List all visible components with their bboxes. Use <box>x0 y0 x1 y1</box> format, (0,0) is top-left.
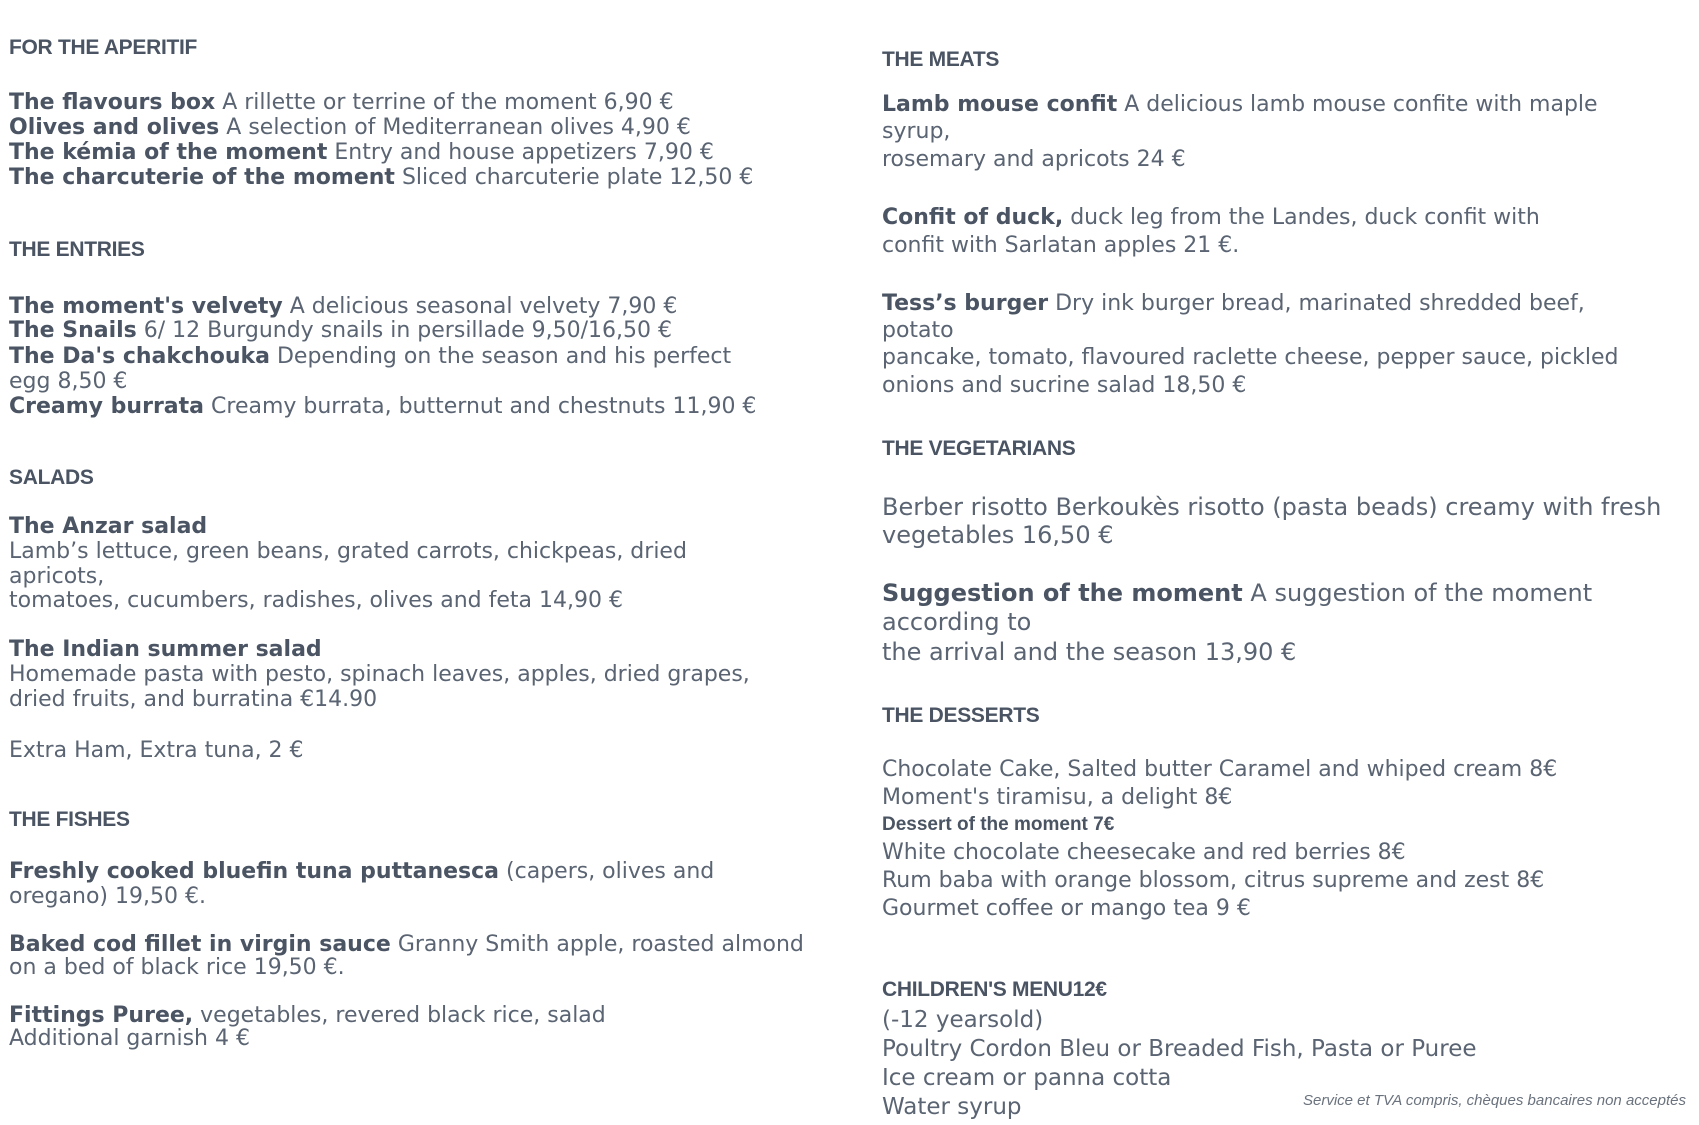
vegetarians-heading: THE VEGETARIANS <box>882 437 1076 460</box>
menu-item-cont: potato <box>882 318 954 343</box>
salad-extra: Extra Ham, Extra tuna, 2 € <box>9 738 304 763</box>
dessert-item: Rum baba with orange blossom, citrus supreme and zest 8€ <box>882 868 1545 893</box>
menu-item-cont: rosemary and apricots 24 € <box>882 147 1186 172</box>
meats-heading: THE MEATS <box>882 48 1000 71</box>
menu-item-cont: confit with Sarlatan apples 21 €. <box>882 233 1240 258</box>
dessert-item: Chocolate Cake, Salted butter Caramel and whiped cream 8€ <box>882 757 1558 782</box>
anzar-salad-desc: apricots, <box>9 564 105 589</box>
menu-item: Freshly cooked bluefin tuna puttanesca (capers, olives and <box>9 859 715 884</box>
anzar-salad-desc: tomatoes, cucumbers, radishes, olives and feta 14,90 € <box>9 588 623 613</box>
menu-item: Olives and olives A selection of Mediterranean olives 4,90 € <box>9 115 691 140</box>
menu-item-cont: Additional garnish 4 € <box>9 1026 250 1051</box>
anzar-salad-name: The Anzar salad <box>9 514 208 539</box>
dessert-item: Dessert of the moment 7€ <box>882 814 1115 835</box>
menu-item: The Da's chakchouka Depending on the season and his perfect <box>9 344 732 369</box>
menu-item-cont: according to <box>882 608 1032 636</box>
menu-item-cont: pancake, tomato, flavoured raclette cheese, pepper sauce, pickled <box>882 345 1619 370</box>
menu-item: Berber risotto Berkoukès risotto (pasta beads) creamy with fresh <box>882 493 1662 521</box>
menu-item: Creamy burrata Creamy burrata, butternut and chestnuts 11,90 € <box>9 394 757 419</box>
footer-note: Service et TVA compris, chèques bancaires non acceptés <box>1303 1092 1686 1109</box>
children-menu-item: Water syrup <box>882 1094 1022 1120</box>
children-menu-item: (-12 yearsold) <box>882 1007 1044 1033</box>
dessert-item: White chocolate cheesecake and red berries 8€ <box>882 840 1406 865</box>
menu-item-cont: egg 8,50 € <box>9 369 128 394</box>
dessert-item: Moment's tiramisu, a delight 8€ <box>882 785 1233 810</box>
menu-item-cont: onions and sucrine salad 18,50 € <box>882 373 1247 398</box>
menu-item: Lamb mouse confit A delicious lamb mouse confite with maple <box>882 92 1598 117</box>
salads-heading: SALADS <box>9 466 94 489</box>
children-menu-item: Poultry Cordon Bleu or Breaded Fish, Pasta or Puree <box>882 1036 1477 1062</box>
indian-salad-desc: Homemade pasta with pesto, spinach leaves, apples, dried grapes, <box>9 662 750 687</box>
children-menu-item: Ice cream or panna cotta <box>882 1065 1172 1091</box>
menu-item: Confit of duck, duck leg from the Landes, duck confit with <box>882 205 1540 230</box>
menu-item: The kémia of the moment Entry and house appetizers 7,90 € <box>9 140 714 165</box>
indian-salad-desc: dried fruits, and burratina €14.90 <box>9 687 378 712</box>
menu-item: The Snails 6/ 12 Burgundy snails in persillade 9,50/16,50 € <box>9 318 672 343</box>
dessert-item: Gourmet coffee or mango tea 9 € <box>882 896 1251 921</box>
menu-item: Suggestion of the moment A suggestion of the moment <box>882 579 1593 607</box>
menu-item-cont: the arrival and the season 13,90 € <box>882 638 1297 666</box>
menu-item-cont: on a bed of black rice 19,50 €. <box>9 955 345 980</box>
menu-item: Tess’s burger Dry ink burger bread, marinated shredded beef, <box>882 291 1585 316</box>
desserts-heading: THE DESSERTS <box>882 704 1040 727</box>
indian-salad-name: The Indian summer salad <box>9 637 322 662</box>
menu-item: The moment's velvety A delicious seasonal velvety 7,90 € <box>9 294 678 319</box>
fishes-heading: THE FISHES <box>9 808 130 831</box>
menu-item-cont: vegetables 16,50 € <box>882 521 1114 549</box>
anzar-salad-desc: Lamb’s lettuce, green beans, grated carrots, chickpeas, dried <box>9 539 687 564</box>
aperitif-heading: FOR THE APERITIF <box>9 36 198 59</box>
menu-item: The flavours box A rillette or terrine of the moment 6,90 € <box>9 90 674 115</box>
menu-item: Fittings Puree, vegetables, revered black rice, salad <box>9 1003 606 1028</box>
entries-heading: THE ENTRIES <box>9 238 145 261</box>
menu-item-cont: oregano) 19,50 €. <box>9 884 206 909</box>
menu-item: Baked cod fillet in virgin sauce Granny Smith apple, roasted almond <box>9 932 804 957</box>
children-menu-heading: CHILDREN'S MENU12€ <box>882 978 1107 1001</box>
menu-item: The charcuterie of the moment Sliced charcuterie plate 12,50 € <box>9 165 754 190</box>
menu-item-cont: syrup, <box>882 119 951 144</box>
